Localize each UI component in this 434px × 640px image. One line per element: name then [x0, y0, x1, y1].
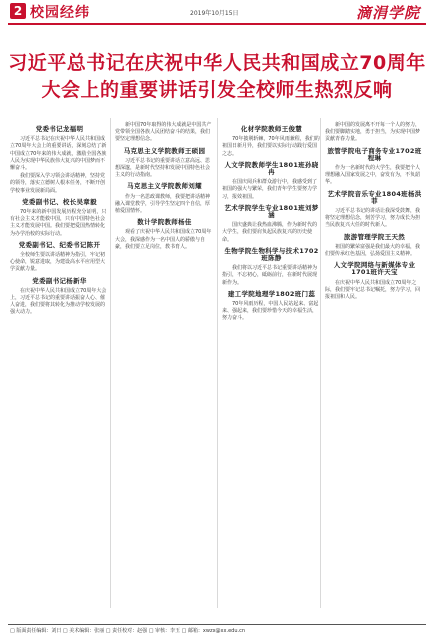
article-subhead: 艺术学院音乐专业1804班杨洪菲	[327, 189, 422, 205]
article-paragraph: 全校师生要以讲话精神为指引，牢记初心使命，锐意进取，为建设高水平应用型大学贡献力量。	[10, 252, 106, 273]
article-paragraph: 70年来的新中国发展历程充分证明，只有社会主义才能救中国，只有中国特色社会主义才能发展中国。我们要把爱国热情转化为办学治校的实际行动。	[10, 209, 107, 237]
article-subhead: 旅游管理学院王天然	[343, 232, 406, 241]
column-divider	[110, 118, 111, 608]
article-paragraph: 在庆祝中华人民共和国成立70周年大会上，习近平总书记的重要讲话振奋人心、催人奋进，我们要将其转化为推动学校发展的强大动力。	[10, 287, 107, 316]
article-subhead: 建工学院地理学1802班门蕊	[227, 289, 316, 298]
header-divider	[8, 23, 426, 25]
article-paragraph: 作为一名新时代的大学生，我要把个人理想融入国家发展之中，奋发有为，不负韶华。	[325, 165, 421, 186]
article-paragraph: 祖国的繁荣富强是我们最大的幸福，我们要传承红色基因，弘扬爱国主义精神。	[325, 243, 421, 258]
article-paragraph: 习近平总书记的讲话让我深受鼓舞，我将坚定理想信念，刻苦学习，努力成长为担当民族复兴大任的时代新人。	[325, 208, 421, 229]
section-title: 校园经纬	[30, 5, 90, 21]
article-column-3	[222, 122, 321, 324]
article-subhead: 党委副书记杨新华	[32, 276, 87, 285]
article-subhead: 生物学院生物科学与技术1702班陈静	[224, 246, 319, 263]
article-subhead: 人文学院教师学生1801班孙晓冉	[224, 160, 319, 177]
footer-divider	[8, 624, 426, 625]
article-column-1	[10, 122, 109, 318]
column-divider	[217, 118, 218, 608]
article-paragraph: 70年风雨历程，中国人民站起来、富起来、强起来，我们要珍惜今天的幸福生活，努力奋斗。	[222, 301, 319, 322]
article-subhead: 旅管学院电子商务专业1702班程琳	[327, 146, 422, 162]
article-subhead: 党委书记龙福明	[35, 125, 84, 133]
headline-line-1: 习近平总书记在庆祝中华人民共和国成立70周年	[8, 52, 426, 74]
page-number-badge: 2	[10, 3, 26, 19]
article-subhead: 马克思主义学院教师王硕园	[123, 146, 206, 155]
article-paragraph: 习近平总书记在庆祝中华人民共和国成立70周年大会上的重要讲话，深刻总结了新中国成立70年来的伟大成就，激励全国各族人民为实现中华民族伟大复兴的中国梦而不懈奋斗。	[10, 136, 107, 172]
article-subhead: 艺术学院学生专业1801班刘梦涵	[224, 203, 319, 220]
article-subhead: 化材学院教师王俊慧	[240, 125, 303, 133]
article-paragraph: 在庆祝中华人民共和国成立70周年之际，我们要牢记总书记嘱托，努力学习，回报祖国和人民。	[325, 279, 421, 301]
article-paragraph: 我们将以习近平总书记重要讲话精神为指引，不忘初心，砥砺前行，在新时代展现新作为。	[222, 265, 318, 286]
article-subhead: 党委副书记、纪委书记陈开	[18, 240, 101, 249]
article-subhead: 数计学院教师杨佳	[137, 218, 192, 227]
newspaper-masthead: 滴涓学院	[355, 4, 420, 22]
article-paragraph: 在国庆阅兵和群众游行中，我感受到了祖国的强大与繁荣，我们青年学生要努力学习，报效祖国。	[222, 179, 318, 200]
article-paragraph: 国庆盛典让我热血沸腾，作为新时代的大学生，我们要肩负起民族复兴的历史使命。	[222, 222, 318, 243]
article-paragraph: 新中国的发展离不开每一个人的努力，我们要脚踏实地，勇于担当，为实现中国梦贡献青春力量。	[325, 122, 421, 143]
headline-line-2: 大会上的重要讲话引发全校师生热烈反响	[41, 79, 393, 101]
article-subhead: 人文学院网络与新媒体专业1701班许天宝	[333, 261, 416, 277]
main-headline	[0, 50, 434, 104]
article-paragraph: 70年披荆斩棘，70年风雨兼程，我们的祖国日新月异，我们要以实际行动践行爱国之志。	[222, 136, 320, 157]
page-footer: □ 版面责任编辑：刘日 □ 美术编辑：张丽 □ 责任校对：赵强 □ 审核：李玉 □ 邮箱：xwzx@xx.edu.cn	[10, 628, 245, 634]
issue-date: 2019年10月15日	[190, 10, 239, 17]
article-subhead: 党委副书记、校长吴章毅	[22, 197, 97, 206]
article-column-4	[325, 122, 424, 302]
article-paragraph: 习近平总书记的重要讲话立意高远、思想深邃，是新时代坚持和发展中国特色社会主义的行动指南。	[115, 157, 211, 179]
article-paragraph: 我们要深入学习领会讲话精神，坚持党的领导，落实立德树人根本任务，不断开创学校事业发展新局面。	[10, 173, 106, 194]
article-column-2	[115, 122, 214, 252]
article-subhead: 马克思主义学院教师刘耀	[127, 182, 202, 191]
article-paragraph: 作为一名思政课教师，我要把讲话精神融入课堂教学，引导学生坚定四个自信，厚植爱国情怀。	[115, 193, 211, 215]
article-paragraph: 新中国70年取得的伟大成就是中国共产党带领全国各族人民团结奋斗的结果，我们要坚定理想信念。	[115, 122, 212, 143]
article-paragraph: 观看了庆祝中华人民共和国成立70周年大会，我深感作为一名中国人的骄傲与自豪，我们要立足岗位，教书育人。	[115, 229, 212, 250]
